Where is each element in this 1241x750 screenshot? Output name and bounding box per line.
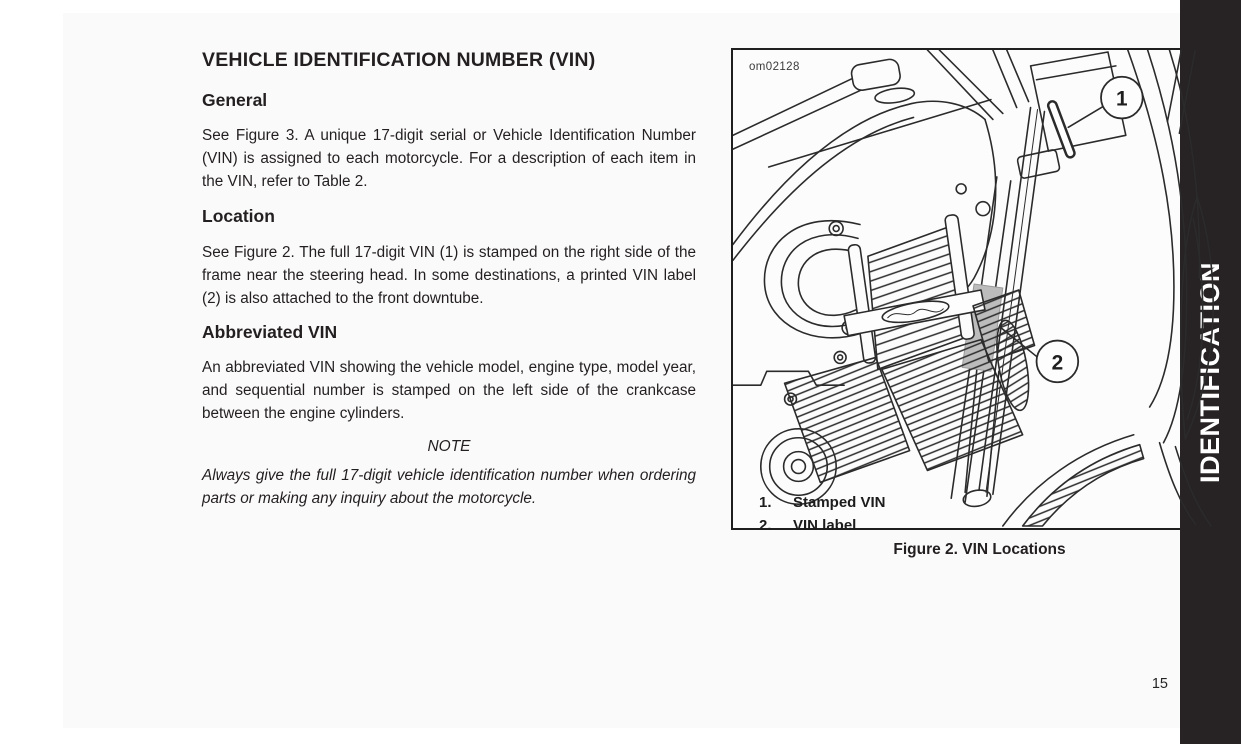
svg-text:1: 1 <box>1116 87 1128 111</box>
section-body-location: See Figure 2. The full 17-digit VIN (1) is stamped on the right side of the frame near the steering head. In some destinations, a printed VIN label (2) is also attached to the front downtube. <box>202 244 696 307</box>
section-heading-abbreviated-vin: Abbreviated VIN <box>202 322 338 342</box>
page-number: 15 <box>1151 676 1168 692</box>
figure-legend <box>759 491 886 537</box>
figure-caption: Figure 2. VIN Locations <box>893 541 1066 558</box>
legend-item-vin-label <box>759 514 886 537</box>
page-sheet <box>63 13 1180 728</box>
figure-image-code: om02128 <box>749 61 800 73</box>
article-column <box>202 49 696 510</box>
section-body-general: See Figure 3. A unique 17-digit serial or Vehicle Identification Number (VIN) is assigned to each motorcycle. For a description of each item in the VIN, refer to Table 2. <box>202 127 696 190</box>
note-body: Always give the full 17-digit vehicle identification number when ordering parts or making any inquiry about the motorcycle. <box>202 467 696 507</box>
legend-number: 1. <box>759 494 772 511</box>
legend-item-stamped-vin <box>759 491 886 514</box>
section-body-abbreviated-vin: An abbreviated VIN showing the vehicle model, engine type, model year, and sequential number is stamped on the left side of the crankcase between the engine cylinders. <box>202 359 696 422</box>
motorcycle-line-drawing <box>733 50 1226 528</box>
legend-number: 2. <box>759 517 772 534</box>
legend-label: Stamped VIN <box>793 494 886 511</box>
chapter-tab-label: IDENTIFICATION <box>1195 261 1226 483</box>
section-heading-general: General <box>202 90 268 110</box>
svg-text:2: 2 <box>1051 351 1064 375</box>
legend-label: VIN label <box>793 517 857 534</box>
page-title: VEHICLE IDENTIFICATION NUMBER (VIN) <box>202 49 596 71</box>
section-heading-location: Location <box>202 206 275 226</box>
figure-vin-locations <box>731 48 1228 534</box>
note-label: NOTE <box>427 438 471 455</box>
